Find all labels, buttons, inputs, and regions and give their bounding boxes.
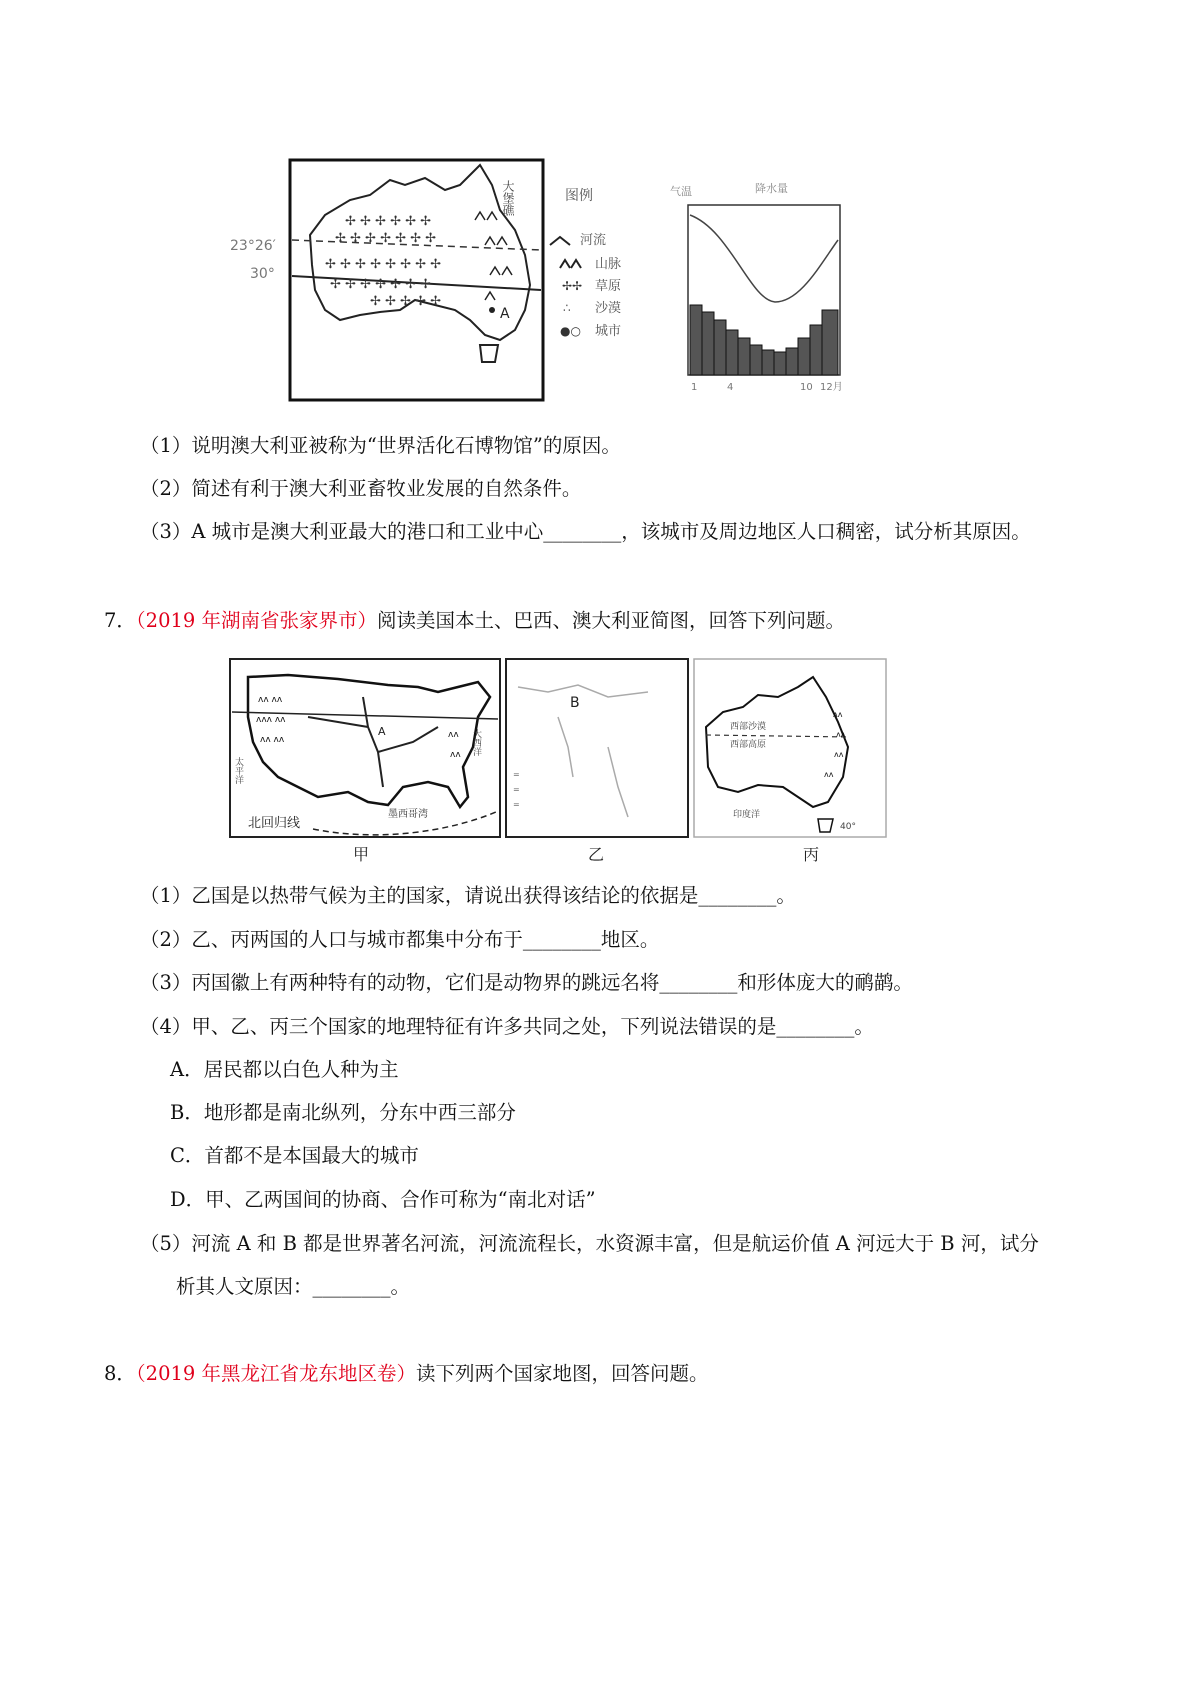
legend-city-icon: ●○ (560, 324, 581, 338)
svg-text:ʌʌ: ʌʌ (836, 730, 846, 739)
svg-text:✢ ✢ ✢ ✢ ✢: ✢ ✢ ✢ ✢ ✢ (370, 294, 441, 309)
climate-x-label-10: 10 (800, 382, 813, 393)
label-lat-40: 40° (840, 822, 856, 832)
q7-item-3: （3）丙国徽上有两种特有的动物，它们是动物界的跳远名将________和形体庞大的鸸鹋。 (140, 971, 913, 994)
legend-label-desert: 沙漠 (595, 301, 622, 316)
svg-text:ʌʌ: ʌʌ (448, 730, 459, 740)
svg-text:✢ ✢ ✢ ✢ ✢ ✢: ✢ ✢ ✢ ✢ ✢ ✢ (345, 214, 432, 229)
legend-title: 图例 (565, 188, 593, 204)
svg-text:=: = (513, 785, 520, 794)
climate-x-label-1: 1 (691, 382, 698, 393)
label-gulf: 墨西哥湾 (388, 809, 428, 820)
caption-bing: 丙 (803, 845, 820, 864)
svg-text:✢ ✢ ✢ ✢ ✢ ✢ ✢: ✢ ✢ ✢ ✢ ✢ ✢ ✢ (330, 277, 432, 292)
city-a-marker (489, 307, 495, 313)
svg-text:✢ ✢ ✢ ✢ ✢ ✢ ✢ ✢: ✢ ✢ ✢ ✢ ✢ ✢ ✢ ✢ (325, 257, 442, 272)
q7-item-2: （2）乙、丙两国的人口与城市都集中分布于________地区。 (140, 928, 660, 951)
label-tropic-north: 北回归线 (248, 816, 301, 831)
q7-stem: 阅读美国本土、巴西、澳大利亚简图，回答下列问题。 (377, 609, 846, 632)
label-west-desert: 西部沙漠 (730, 722, 767, 732)
q7-item-5-line1: （5）河流 A 和 B 都是世界著名河流，河流流程长，水资源丰富，但是航运价值 A 河远大于 B 河，试分 (140, 1232, 1039, 1255)
climate-x-label-12: 12月 (820, 382, 843, 393)
climate-axis-right: 降水量 (755, 182, 788, 195)
q7-source: （2019 年湖南省张家界市） (135, 609, 377, 632)
city-a-label: A (500, 306, 510, 322)
svg-text:ʌʌ: ʌʌ (834, 750, 844, 759)
svg-text:ʌʌ: ʌʌ (450, 750, 461, 760)
map-brazil-frame (506, 659, 688, 837)
tasmania-outline (480, 345, 498, 362)
legend-grassland-icon: ✢✢ (562, 279, 583, 293)
legend-label-grassland: 草原 (595, 279, 622, 294)
q8-heading (104, 1361, 709, 1387)
q7-item-1: （1）乙国是以热带气候为主的国家，请说出获得该结论的依据是________。 (140, 884, 796, 907)
svg-text:ʌʌ: ʌʌ (833, 710, 843, 719)
label-atlantic: 大西洋 (471, 729, 481, 756)
q7-item-4: （4）甲、乙、丙三个国家的地理特征有许多共同之处，下列说法错误的是________。 (140, 1015, 874, 1038)
svg-text:=: = (513, 770, 520, 779)
q6-item-3: （3）A 城市是澳大利亚最大的港口和工业中心________，该城市及周边地区人口稠密，试分析其原因。 (140, 520, 1031, 543)
climate-axis-left: 气温 (670, 185, 692, 198)
label-river-a: A (378, 725, 386, 738)
q7-option-c: C．首都不是本国最大的城市 (170, 1144, 419, 1167)
legend-river-icon (550, 237, 570, 245)
lat-label-30: 30° (250, 266, 275, 282)
svg-text:ʌʌ: ʌʌ (824, 770, 834, 779)
svg-text:ʌʌ ʌʌ: ʌʌ ʌʌ (258, 695, 283, 705)
svg-text:✢ ✢ ✢ ✢ ✢ ✢ ✢: ✢ ✢ ✢ ✢ ✢ ✢ ✢ (335, 231, 437, 246)
label-river-b: B (570, 695, 580, 711)
q8-source: （2019 年黑龙江省龙东地区卷） (135, 1362, 416, 1385)
tasmania2-outline (818, 819, 833, 832)
label-west-plateau: 西部高原 (730, 740, 767, 750)
three-country-maps (228, 657, 888, 867)
q8-stem: 读下列两个国家地图，回答问题。 (416, 1362, 709, 1385)
svg-text:=: = (513, 800, 520, 809)
lat-label-tropic: 23°26′ (230, 238, 276, 254)
caption-jia: 甲 (353, 845, 370, 864)
q7-heading (104, 608, 845, 634)
q7-option-a: A．居民都以白色人种为主 (170, 1058, 399, 1081)
legend-label-mountain: 山脉 (595, 257, 622, 272)
map-label-reef: 大堡礁 (501, 180, 515, 216)
climate-x-label-4: 4 (727, 382, 734, 393)
legend-label-city: 城市 (595, 324, 622, 339)
q6-item-2: （2）简述有利于澳大利亚畜牧业发展的自然条件。 (140, 477, 582, 500)
q7-option-b: B．地形都是南北纵列，分东中西三部分 (170, 1101, 516, 1124)
brazil-mountain-marks (513, 770, 520, 809)
svg-text:ʌʌʌ ʌʌ: ʌʌʌ ʌʌ (256, 715, 286, 725)
legend-mountain-icon (560, 260, 581, 268)
map-legend (550, 188, 621, 339)
q7-number: 7． (104, 609, 136, 632)
label-pacific: 太平洋 (233, 757, 243, 784)
legend-label-river: 河流 (580, 233, 607, 248)
caption-yi: 乙 (588, 845, 605, 864)
legend-desert-icon: ∴ (563, 301, 571, 315)
australia-figure (230, 140, 930, 425)
climate-chart (670, 181, 843, 393)
q7-item-5-line2: 析其人文原因：________。 (176, 1275, 411, 1298)
label-indian-ocean: 印度洋 (733, 810, 761, 820)
svg-text:ʌʌ ʌʌ: ʌʌ ʌʌ (260, 735, 285, 745)
q7-option-d: D．甲、乙两国间的协商、合作可称为“南北对话” (170, 1188, 596, 1211)
q8-number: 8． (104, 1362, 136, 1385)
q6-item-1: （1）说明澳大利亚被称为“世界活化石博物馆”的原因。 (140, 434, 621, 457)
